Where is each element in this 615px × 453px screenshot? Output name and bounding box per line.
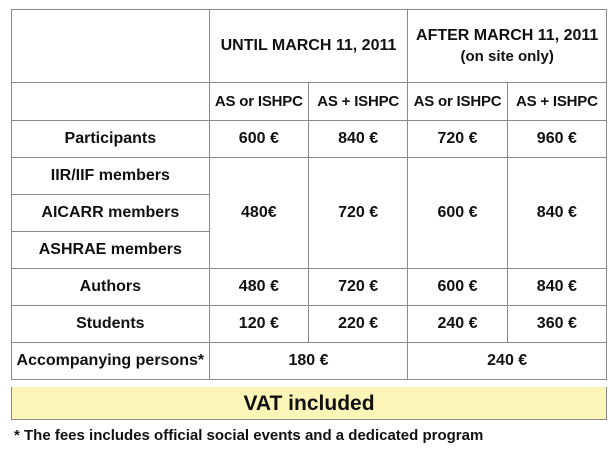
after-header-title: AFTER MARCH 11, 2011 — [416, 27, 599, 45]
fee-cell: 840 € — [308, 121, 407, 158]
after-header — [408, 10, 607, 83]
fee-table-wrapper — [11, 9, 607, 380]
subheader-row — [12, 83, 607, 121]
fee-table — [11, 9, 607, 380]
fee-cell: 180 € — [209, 343, 408, 380]
row-label: AICARR members — [12, 195, 210, 232]
header-row — [12, 10, 607, 83]
fee-cell: 240 € — [408, 306, 507, 343]
col-until-as: AS or ISHPC — [209, 83, 308, 121]
table-row — [12, 343, 607, 380]
row-label: ASHRAE members — [12, 232, 210, 269]
fee-cell: 600 € — [408, 269, 507, 306]
fee-cell: 600 € — [209, 121, 308, 158]
fee-cell: 720 € — [308, 269, 407, 306]
col-until-as-plus: AS + ISHPC — [308, 83, 407, 121]
fee-cell: 240 € — [408, 343, 607, 380]
fee-cell: 840 € — [507, 158, 606, 269]
fee-cell: 220 € — [308, 306, 407, 343]
fee-cell: 720 € — [408, 121, 507, 158]
row-label: Accompanying persons* — [12, 343, 210, 380]
fee-cell: 960 € — [507, 121, 606, 158]
table-row — [12, 158, 607, 195]
empty-corner-cell — [12, 10, 210, 83]
fee-cell: 360 € — [507, 306, 606, 343]
table-row — [12, 306, 607, 343]
table-row — [12, 269, 607, 306]
col-after-as-plus: AS + ISHPC — [507, 83, 606, 121]
empty-label-cell — [12, 83, 210, 121]
until-header: UNTIL MARCH 11, 2011 — [209, 10, 408, 83]
footnote: * The fees includes official social events and a dedicated program — [14, 427, 484, 444]
row-label: Authors — [12, 269, 210, 306]
after-header-note: (on site only) — [460, 47, 554, 65]
row-label: IIR/IIF members — [12, 158, 210, 195]
fee-cell: 600 € — [408, 158, 507, 269]
table-row — [12, 121, 607, 158]
fee-cell: 840 € — [507, 269, 606, 306]
vat-banner: VAT included — [11, 387, 607, 420]
fee-cell: 480 € — [209, 269, 308, 306]
fee-cell: 720 € — [308, 158, 407, 269]
fee-cell: 480€ — [209, 158, 308, 269]
row-label: Participants — [12, 121, 210, 158]
col-after-as: AS or ISHPC — [408, 83, 507, 121]
fee-cell: 120 € — [209, 306, 308, 343]
row-label: Students — [12, 306, 210, 343]
